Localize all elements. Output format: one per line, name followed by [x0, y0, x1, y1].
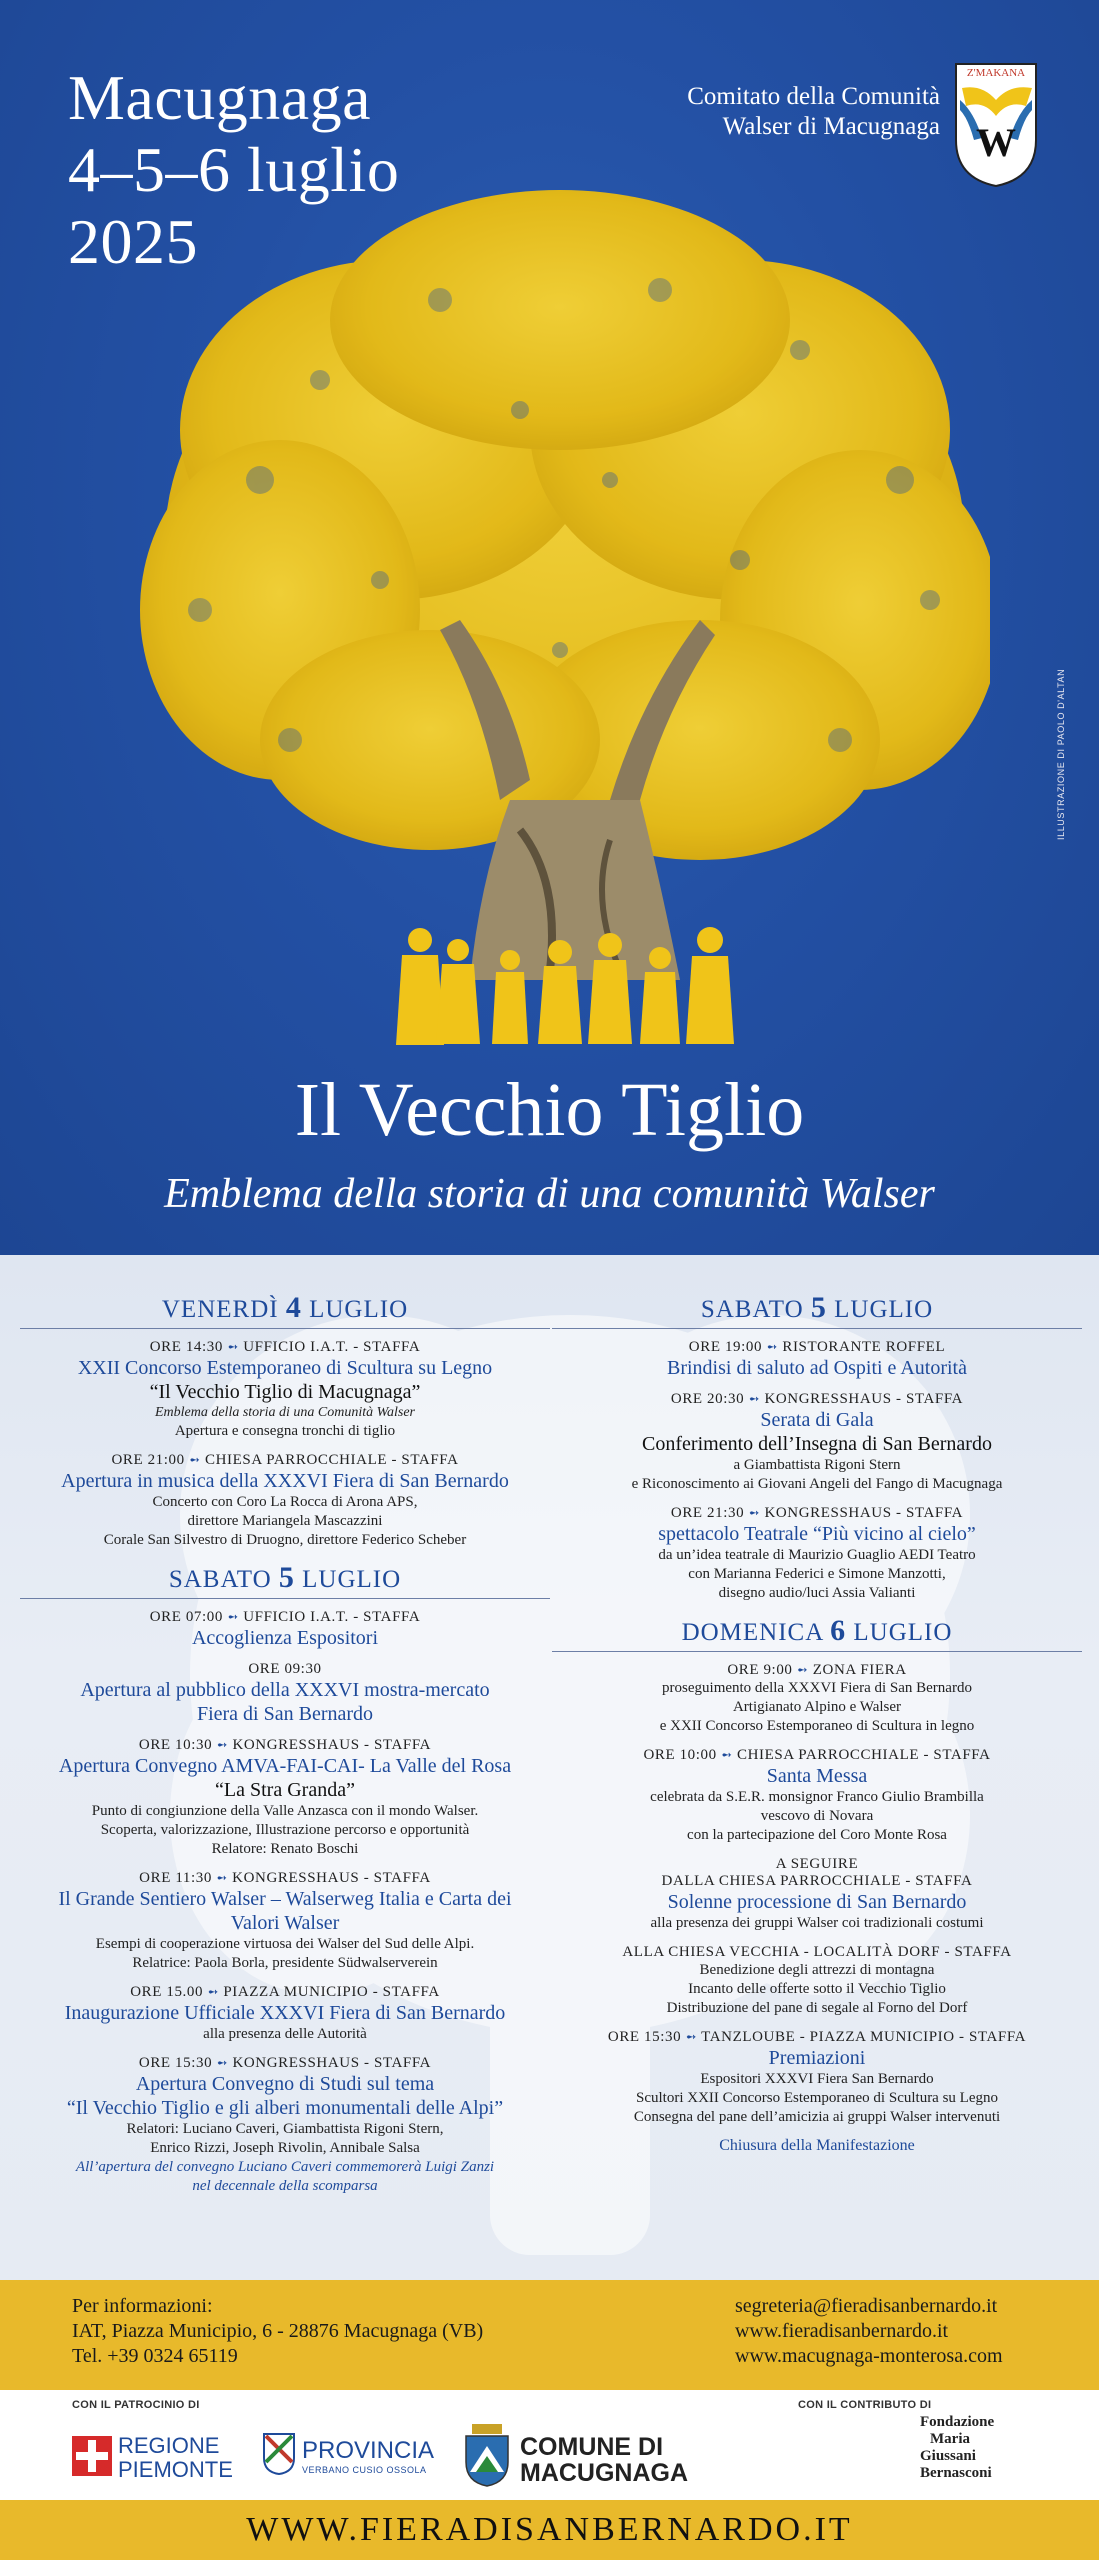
event-time: ORE 14:30 ➻ UFFICIO I.A.T. - STAFFA — [149, 1339, 421, 1355]
event-time: ORE 15.00 ➻ PIAZZA MUNICIPIO - STAFFA — [130, 1984, 440, 2000]
organizer-line-1: Comitato della Comunità — [687, 83, 940, 110]
event-desc: Apertura e consegna tronchi di tiglio — [174, 1423, 396, 1439]
fondazione-logo — [920, 2414, 1030, 2494]
shield-text: Z'MAKANA — [966, 67, 1026, 79]
event-desc: proseguimento della XXXVI Fiera di San Bernardo — [662, 1680, 972, 1696]
event-desc: vescovo di Novara — [760, 1808, 874, 1824]
day-heading-saturday-left: SABATO 5 LUGLIO — [20, 1561, 550, 1599]
event-desc: Relatore: Renato Boschi — [211, 1841, 359, 1857]
fondazione-line-2: Maria — [930, 2431, 970, 2447]
event-desc: e Riconoscimento ai Giovani Angeli del Fango di Macugnaga — [631, 1476, 1003, 1492]
event-desc: con la partecipazione del Coro Monte Rosa — [687, 1827, 947, 1843]
event-saturday-1900 — [552, 1339, 1082, 1380]
event-time: ORE 20:30 ➻ KONGRESSHAUS - STAFFA — [670, 1391, 964, 1407]
day-heading-saturday-right: SABATO 5 LUGLIO — [552, 1291, 1082, 1329]
closing-note: Chiusura della Manifestazione — [719, 2137, 915, 2154]
event-desc: a Giambattista Rigoni Stern — [733, 1457, 901, 1473]
fondazione-line-3: Giussani — [920, 2448, 976, 2464]
event-desc: Artigianato Alpino e Walser — [732, 1699, 902, 1715]
event-italic: Emblema della storia di una Comunità Walser — [154, 1405, 416, 1420]
event-friday-2100 — [20, 1452, 550, 1550]
day-heading-friday: VENERDÌ 4 LUGLIO — [20, 1291, 550, 1329]
event-sunday-procession — [552, 1856, 1082, 1933]
fondazione-line-4: Bernasconi — [920, 2465, 992, 2481]
event-year: 2025 — [68, 206, 198, 277]
event-subtitle: “La Stra Granda” — [215, 1779, 355, 1801]
event-title: Apertura al pubblico della XXXVI mostra-mercato — [80, 1679, 490, 1701]
event-saturday-1130 — [20, 1870, 550, 1973]
event-friday-1430 — [20, 1339, 550, 1441]
event-title: Accoglienza Espositori — [191, 1627, 379, 1649]
event-title: Solenne processione di San Bernardo — [667, 1891, 967, 1913]
program-left-column — [20, 1291, 550, 2207]
event-desc: Espositori XXXVI Fiera San Bernardo — [700, 2071, 934, 2087]
event-title: spettacolo Teatrale “Più vicino al cielo” — [658, 1523, 976, 1545]
event-title: Apertura in musica della XXXVI Fiera di San Bernardo — [61, 1470, 509, 1492]
provincia-logo — [262, 2428, 442, 2484]
event-saturday-2130 — [552, 1505, 1082, 1603]
event-desc: Scultori XXII Concorso Estemporaneo di Scultura su Legno — [635, 2090, 998, 2106]
event-desc: Punto di congiunzione della Valle Anzasca con il mondo Walser. — [91, 1803, 479, 1819]
event-title: Santa Messa — [766, 1765, 868, 1787]
footer — [0, 2280, 1099, 2560]
event-desc: celebrata da S.E.R. monsignor Franco Giulio Brambilla — [650, 1789, 984, 1805]
event-desc: con Marianna Federici e Simone Manzotti, — [688, 1566, 946, 1582]
info-links — [735, 2294, 1003, 2369]
regione-piemonte-logo — [72, 2428, 232, 2484]
event-desc: Consegna del pane dell’amicizia ai gruppi Walser intervenuti — [633, 2109, 1001, 2125]
event-title: Apertura Convegno AMVA-FAI-CAI- La Valle del Rosa — [58, 1755, 512, 1777]
organizer-name — [610, 82, 940, 142]
event-time: ORE 15:30 ➻ KONGRESSHAUS - STAFFA — [138, 2055, 432, 2071]
event-time: ORE 21:30 ➻ KONGRESSHAUS - STAFFA — [670, 1505, 964, 1521]
linden-tree-illustration — [140, 180, 990, 1060]
provincia-shield-icon — [262, 2432, 296, 2476]
event-desc: direttore Mariangela Mascazzini — [187, 1513, 383, 1529]
event-saturday-1500 — [20, 1984, 550, 2044]
event-time: ORE 15:30 ➻ TANZLOUBE - PIAZZA MUNICIPIO - STAFFA — [607, 2029, 1027, 2045]
event-title-2: Fiera di San Bernardo — [196, 1703, 374, 1725]
event-desc: Scoperta, valorizzazione, Illustrazione percorso e opportunità — [100, 1822, 470, 1838]
fondazione-line-1: Fondazione — [920, 2414, 995, 2430]
sponsor-strip — [0, 2390, 1099, 2500]
event-subtitle: Conferimento dell’Insegna di San Bernardo — [642, 1433, 992, 1455]
event-title: XXII Concorso Estemporaneo di Scultura su Legno — [77, 1357, 493, 1379]
event-sunday-0900 — [552, 1662, 1082, 1736]
subtitle: Emblema della storia di una comunità Walser — [164, 1171, 935, 1217]
organizer-line-2: Walser di Macugnaga — [722, 113, 940, 140]
info-address: IAT, Piazza Municipio, 6 - 28876 Macugnaga (VB) — [72, 2320, 484, 2342]
event-desc: Distribuzione del pane di segale al Forno del Dorf — [666, 2000, 968, 2016]
event-note: All’apertura del convegno Luciano Caveri commemorerà Luigi Zanzi — [75, 2159, 495, 2175]
event-time: A SEGUIRE — [775, 1856, 859, 1872]
event-place: DALLA CHIESA PARROCCHIALE - STAFFA — [661, 1873, 973, 1889]
svg-text:W: W — [976, 120, 1016, 165]
event-desc: Benedizione degli attrezzi di montagna — [699, 1962, 935, 1978]
event-time: ORE 07:00 ➻ UFFICIO I.A.T. - STAFFA — [149, 1609, 421, 1625]
website-link-1[interactable]: www.fieradisanbernardo.it — [735, 2320, 949, 2342]
event-time: ALLA CHIESA VECCHIA - LOCALITÀ DORF - STAFFA — [622, 1944, 1012, 1960]
event-desc: Enrico Rizzi, Joseph Rivolin, Annibale Salsa — [150, 2140, 420, 2156]
event-subtitle: “Il Vecchio Tiglio di Macugnaga” — [149, 1381, 421, 1403]
regione-line-2: PIEMONTE — [118, 2457, 233, 2482]
event-dates: 4–5–6 luglio — [68, 134, 400, 205]
comune-crest-icon — [462, 2424, 512, 2488]
event-title-2: “Il Vecchio Tiglio e gli alberi monumentali delle Alpi” — [66, 2097, 504, 2119]
event-program — [0, 1255, 1099, 2280]
event-sunday-1000 — [552, 1747, 1082, 1845]
event-time: ORE 10:00 ➻ CHIESA PARROCCHIALE - STAFFA — [643, 1747, 991, 1763]
event-time: ORE 10:30 ➻ KONGRESSHAUS - STAFFA — [138, 1737, 432, 1753]
info-title: Per informazioni: — [72, 2295, 213, 2317]
event-saturday-0930 — [20, 1661, 550, 1726]
event-desc: disegno audio/luci Assia Valianti — [718, 1585, 916, 1601]
email-link[interactable]: segreteria@fieradisanbernardo.it — [735, 2295, 998, 2317]
info-phone: Tel. +39 0324 65119 — [72, 2345, 238, 2367]
info-contacts — [72, 2294, 483, 2369]
event-saturday-0700 — [20, 1609, 550, 1650]
comune-line-1: COMUNE DI — [520, 2433, 664, 2461]
event-time: ORE 21:00 ➻ CHIESA PARROCCHIALE - STAFFA — [111, 1452, 459, 1468]
event-place: Macugnaga — [68, 62, 372, 133]
walser-shield-logo — [952, 60, 1040, 188]
event-desc: alla presenza dei gruppi Walser coi tradizionali costumi — [650, 1915, 984, 1931]
event-title: Inaugurazione Ufficiale XXXVI Fiera di San Bernardo — [64, 2002, 506, 2024]
poster-header — [0, 0, 1099, 1255]
event-sunday-1530 — [552, 2029, 1082, 2155]
event-title: Apertura Convegno di Studi sul tema — [135, 2073, 435, 2095]
main-website[interactable]: WWW.FIERADISANBERNARDO.IT — [246, 2511, 853, 2548]
regione-line-1: REGIONE — [118, 2433, 220, 2458]
event-desc: Relatrice: Paola Borla, presidente Südwalserverein — [132, 1955, 438, 1971]
event-saturday-1530 — [20, 2055, 550, 2196]
contribution-label: CON IL CONTRIBUTO DI — [798, 2399, 932, 2411]
event-title: Serata di Gala — [760, 1409, 874, 1431]
main-title: Il Vecchio Tiglio — [294, 1068, 805, 1152]
illustration-credit: ILLUSTRAZIONE DI PAOLO D'ALTAN — [1056, 668, 1066, 840]
event-time: ORE 19:00 ➻ RISTORANTE ROFFEL — [688, 1339, 946, 1355]
event-title: Brindisi di saluto ad Ospiti e Autorità — [667, 1357, 967, 1379]
event-title: Premiazioni — [768, 2047, 866, 2069]
event-desc: Concerto con Coro La Rocca di Arona APS, — [152, 1494, 418, 1510]
comune-line-2: MACUGNAGA — [520, 2459, 689, 2487]
event-time: ORE 09:30 — [248, 1661, 322, 1677]
program-right-column — [552, 1291, 1082, 2166]
event-note: nel decennale della scomparsa — [192, 2178, 378, 2194]
event-sunday-old-church — [552, 1944, 1082, 2018]
event-desc: Esempi di cooperazione virtuosa dei Walser del Sud delle Alpi. — [95, 1936, 475, 1952]
provincia-line-2: VERBANO CUSIO OSSOLA — [302, 2465, 427, 2475]
event-desc: Relatori: Luciano Caveri, Giambattista Rigoni Stern, — [126, 2121, 444, 2137]
patronage-label: CON IL PATROCINIO DI — [72, 2399, 200, 2411]
event-desc: e XXII Concorso Estemporaneo di Scultura in legno — [659, 1718, 975, 1734]
day-heading-sunday: DOMENICA 6 LUGLIO — [552, 1614, 1082, 1652]
event-desc: Incanto delle offerte sotto il Vecchio Tiglio — [688, 1981, 946, 1997]
event-saturday-2030 — [552, 1391, 1082, 1494]
event-desc: Corale San Silvestro di Druogno, direttore Federico Scheber — [103, 1532, 467, 1548]
event-saturday-1030 — [20, 1737, 550, 1859]
regione-flag-icon — [72, 2436, 112, 2476]
comune-macugnaga-logo — [462, 2424, 722, 2488]
event-desc: alla presenza delle Autorità — [203, 2026, 367, 2042]
provincia-line-1: PROVINCIA — [302, 2437, 435, 2464]
event-desc: da un’idea teatrale di Maurizio Guaglio AEDI Teatro — [658, 1547, 976, 1563]
event-title-2: Valori Walser — [230, 1912, 340, 1934]
event-time: ORE 9:00 ➻ ZONA FIERA — [727, 1662, 907, 1678]
event-title: Il Grande Sentiero Walser – Walserweg Italia e Carta dei — [58, 1888, 512, 1910]
event-time: ORE 11:30 ➻ KONGRESSHAUS - STAFFA — [139, 1870, 431, 1886]
website-link-2[interactable]: www.macugnaga-monterosa.com — [735, 2345, 1003, 2367]
